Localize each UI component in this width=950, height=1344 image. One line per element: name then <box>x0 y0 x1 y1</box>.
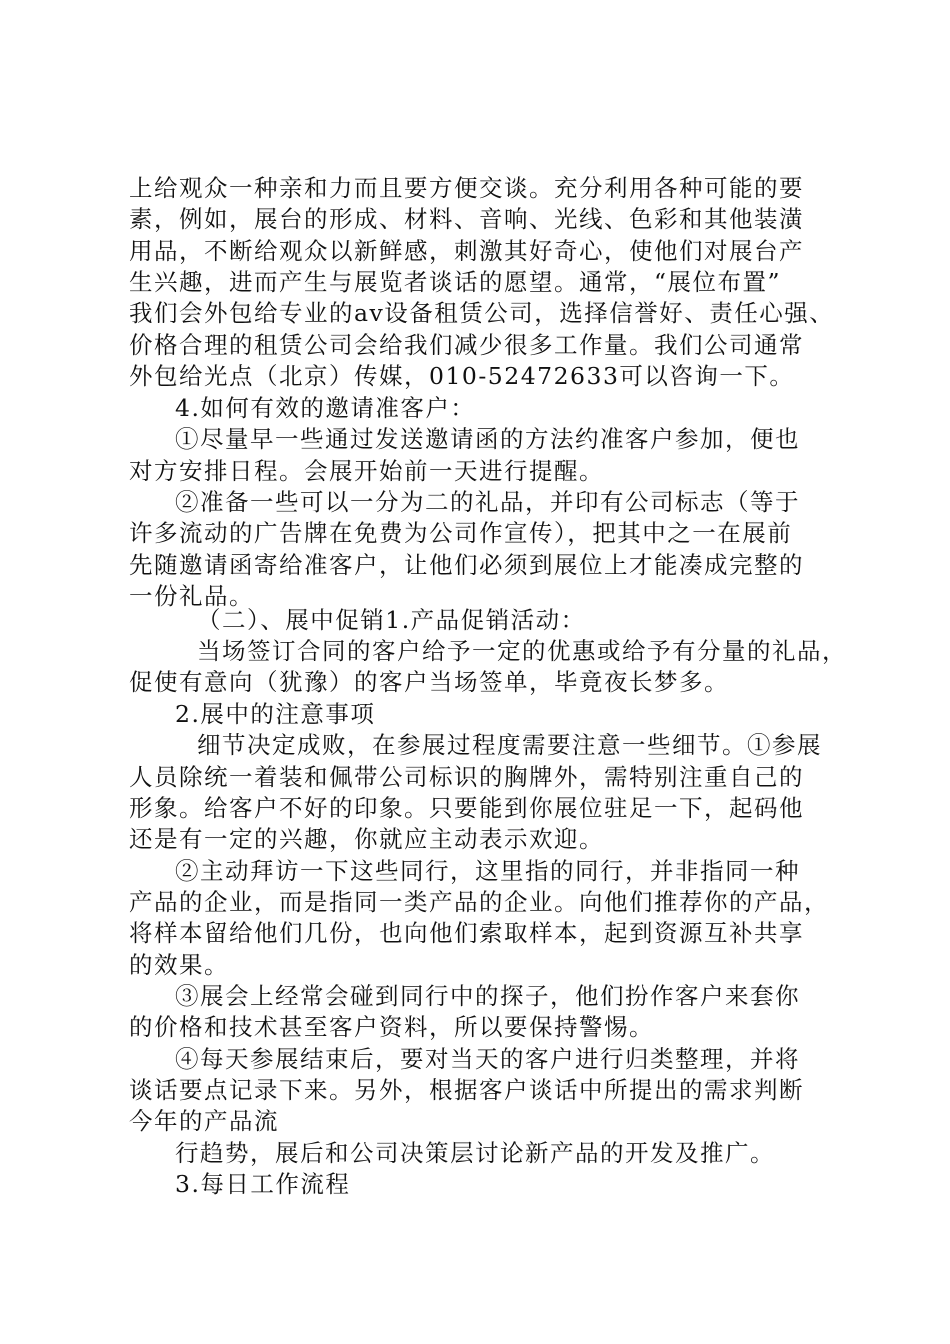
paragraph-line: 将样本留给他们几份，也向他们索取样本，起到资源互补共享 <box>129 919 804 947</box>
paragraph-line: 用品，不断给观众以新鲜感，刺激其好奇心，使他们对展台产 <box>129 237 804 265</box>
paragraph-line: 今年的产品流 <box>129 1107 279 1135</box>
paragraph-line: 还是有一定的兴趣，你就应主动表示欢迎。 <box>129 825 604 853</box>
paragraph-line: 我们会外包给专业的av设备租赁公司，选择信誉好、责任心强、 <box>129 299 835 327</box>
paragraph-line: ③展会上经常会碰到同行中的探子，他们扮作客户来套你 <box>175 982 800 1010</box>
paragraph-line: 当场签订合同的客户给予一定的优惠或给予有分量的礼品， <box>197 637 847 665</box>
paragraph-line: ④每天参展结束后，要对当天的客户进行归类整理，并将 <box>175 1045 800 1073</box>
paragraph-line: ①尽量早一些通过发送邀请函的方法约准客户参加，便也 <box>175 425 800 453</box>
paragraph-line: 的价格和技术甚至客户资料，所以要保持警惕。 <box>129 1013 654 1041</box>
paragraph-line: 价格合理的租赁公司会给我们减少很多工作量。我们公司通常 <box>129 331 804 359</box>
section-heading: （二）、展中促销1.产品促销活动： <box>197 606 586 634</box>
section-heading: 3.每日工作流程 <box>175 1170 351 1198</box>
paragraph-line: 形象。给客户不好的印象。只要能到你展位驻足一下，起码他 <box>129 794 804 822</box>
paragraph-line: 素，例如，展台的形成、材料、音响、光线、色彩和其他装潢 <box>129 205 804 233</box>
paragraph-line: 一份礼品。 <box>129 582 254 610</box>
paragraph-line: 谈话要点记录下来。另外，根据客户谈话中所提出的需求判断 <box>129 1076 804 1104</box>
paragraph-line: 许多流动的广告牌在免费为公司作宣传），把其中之一在展前 <box>129 519 793 547</box>
section-heading: 4.如何有效的邀请准客户： <box>175 394 476 422</box>
paragraph-line: 先随邀请函寄给准客户，让他们必须到展位上才能凑成完整的 <box>129 551 804 579</box>
paragraph-line: 促使有意向（犹豫）的客户当场签单，毕竟夜长梦多。 <box>129 668 729 696</box>
paragraph-line: 人员除统一着装和佩带公司标识的胸牌外，需特别注重自己的 <box>129 763 804 791</box>
paragraph-line: 外包给光点（北京）传媒，010-52472633可以咨询一下。 <box>129 362 795 390</box>
paragraph-line: ②准备一些可以一分为二的礼品，并印有公司标志（等于 <box>175 488 800 516</box>
paragraph-line: 生兴趣，进而产生与展览者谈话的愿望。通常，“展位布置” <box>129 268 782 296</box>
paragraph-line: 细节决定成败，在参展过程度需要注意一些细节。①参展 <box>197 731 822 759</box>
paragraph-line: 对方安排日程。会展开始前一天进行提醒。 <box>129 457 604 485</box>
paragraph-line: ②主动拜访一下这些同行，这里指的同行，并非指同一种 <box>175 857 800 885</box>
paragraph-line: 上给观众一种亲和力而且要方便交谈。充分利用各种可能的要 <box>129 174 804 202</box>
paragraph-line: 产品的企业，而是指同一类产品的企业。向他们推荐你的产品， <box>129 888 829 916</box>
section-heading: 2.展中的注意事项 <box>175 700 376 728</box>
paragraph-line: 的效果。 <box>129 951 229 979</box>
paragraph-line: 行趋势，展后和公司决策层讨论新产品的开发及推广。 <box>175 1139 775 1167</box>
